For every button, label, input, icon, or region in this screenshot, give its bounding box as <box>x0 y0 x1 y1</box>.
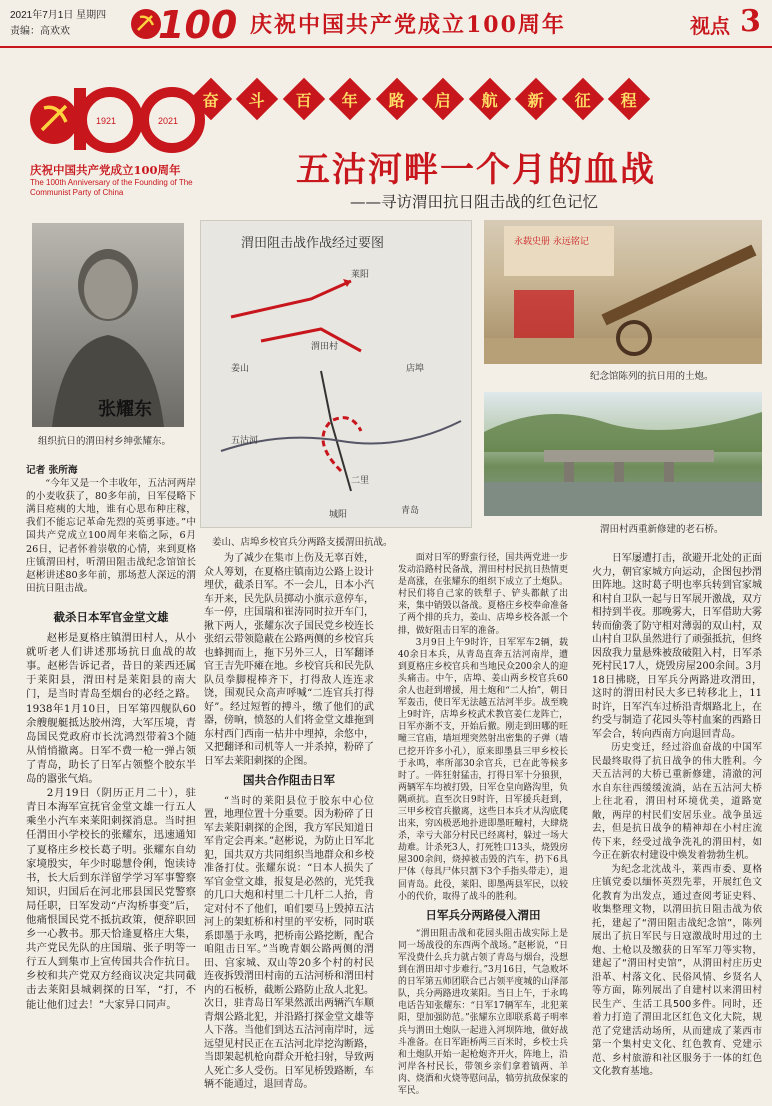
logo-year-right: 2021 <box>158 116 179 126</box>
paragraph: 2月19日（阴历正月二十），驻青日本海军宣抚官金堂文雄一行五人乘坐小汽车来莱阳刺探消息。当时担任渭田小学校长的张耀东，迅速通知了夏格庄乡校长葛子明。张耀东自幼家境殷实，年少时聪慧伶俐，饱读诗书，长大后到东洋留学学习军事警察知识，归国后在河北邢县国民党警察局任职，日军发动“卢沟桥事变”后，他痛恨国民党不抵抗政策，便辞职回乡一心教书。那天恰逢夏格庄大集，共产党民先队的庄国瑞、张子明等一行五人到集市上宣传国共合作抗日。乡校和共产党双方经商议决定共同截击去莱阳县城刺探的日军，“打，不能让他们过去！”大家异口同声。 <box>26 787 196 1011</box>
paragraph: 日军屡遭打击，欲避开北处的正面火力，朝官家城方向运动，企图包抄渭田阵地。这时葛子明也率兵转到官家城和村自卫队一起与日军展开激战，双方相持到半夜。那晚雾大，日军借助大雾转而偷袭了防守相对薄弱的双山村，双山村自卫队虽然进行了顽强抵抗，但终因敌我力量悬殊被敌破阻入村，日军杀死村民17人，烧毁房屋200余间。3月18日拂晓，日军兵分两路进攻渭田，这时的渭田村民大多已转移北上，11时许，日军汽车过桥沿青烟路北上，在约受与制造了花园头等村血案的西路日军会合，转向西南方向退回青岛。 <box>592 553 762 740</box>
banner-char: 启 <box>422 78 464 120</box>
logo-english-title: The 100th Anniversary of the Founding of The Communist Party of China <box>30 178 193 197</box>
section-heading: 国共合作阻击日军 <box>243 775 335 787</box>
logo-number: 100 <box>158 3 238 46</box>
map-label: 莱阳 <box>351 270 370 280</box>
map-label: 二里 <box>351 476 370 486</box>
logo-chinese-title: 庆祝中国共产党成立100周年 <box>30 163 181 177</box>
banner-char: 斗 <box>236 78 278 120</box>
editor-credit: 责编：高欢欢 <box>10 26 70 37</box>
paragraph: 赵彬是夏格庄镇渭田村人，从小就听老人们讲述那场抗日血战的故事。赵彬告诉记者，昔日的莱西还属于莱阳县，渭田村是莱阳县的南大门，是当时青岛至烟台的必经之路。1938年1月10日，日军第四舰队60余艘舰艇抵达胶州湾，大军压境，青岛国民党政府市长沈鸿烈带着3个随从悄悄撤离。日军不费一枪一弹占领了青岛，助长了日军占领整个胶东半岛的嚣张气焰。 <box>26 632 196 786</box>
map-caption: 姜山、店埠乡校官兵分两路支援渭田抗战。 <box>212 537 393 548</box>
page-number: 3 <box>740 4 761 39</box>
portrait-photo <box>32 223 184 427</box>
paragraph: 为了减少在集市上伤及无辜百姓，众人筹划，在夏格庄镇南边公路上设计埋伏，截杀日军。不一会儿，日本小汽车开来，民先队员掷动小旗示意停车，车一停，庄国瑞和崔涛同时拉开车门，揪下两人，张耀东次子国民党乡校连长张绍云带领隐蔽在公路两侧的乡校官兵也蜂拥而上，拖下另外三人，日军翻译官王吉先吓瘫在地。乡校官兵和民先队队员拳脚棍棒齐下，打得敌人连连求饶，围观民众高声呼喊“二连官兵打得好”。经过短暂的搏斗，缴了他们的武器，傍晌，愤怒的人们将金堂文雄拖到东村西门西南一枯井中埋掉，余悠中，又把翻译和司机等人一并杀掉，粉碎了日军去莱阳刺探的企图。 <box>204 553 374 767</box>
masthead <box>0 0 772 48</box>
map-label: 五沽河 <box>231 436 259 446</box>
logo-year-left: 1921 <box>96 116 117 126</box>
banner-char: 航 <box>468 78 510 120</box>
article-section-1 <box>26 604 196 1012</box>
article-column-4 <box>592 552 762 1079</box>
museum-cannon-photo <box>484 220 762 364</box>
slogan-banner <box>196 84 644 116</box>
section-heading: 截杀日本军官金堂文雄 <box>53 612 169 624</box>
banner-char: 征 <box>561 78 603 120</box>
banner-char: 路 <box>376 78 418 120</box>
headline: 五沽河畔一个月的血战 <box>296 150 656 190</box>
paragraph: “当时的莱阳县位于胶东中心位置，地理位置十分重要。因为粉碎了日军去莱阳刺探的企图，我方军民知道日军肯定会再来。”赵彬说，为防止日军北犯，国共双方共同组织当地群众和乡校准备打仗。张耀东说：“日本人损失了军官金堂文雄，报复是必然的，光凭我的几口大炮和村里二十几杆二人抬，肯定对付不了他们，咱们要马上毁掉五沽河上的架虹桥和村里的平安桥，同时联系即墨于永鸣，把桥南公路挖断，配合咱阻击日军。”当晚青姻公路两侧的渭田、宫家城、双山等20多个村的村民连夜拆毁渭田村南的五沽河桥和渭田村内的石板桥，截断公路防止敌人北犯。次日，驻青岛日军果然派出两辆汽车顺青烟公路北犯，并沿路打探金堂文雄等人下落。当他们到达五沽河南岸时，远远望见村民正在五沽河北岸挖沟断路，当即架起机枪向群众开枪扫射，导致两人死亡多人受伤。日军见桥毁路断，车辆不能通过，退回青岛。 <box>204 795 374 1090</box>
section-heading: 日军兵分两路侵入渭田 <box>425 909 541 922</box>
paragraph: “渭田阻击战和花园头阻击战实际上是同一场战役的东西两个战场。”赵彬说，“日军没费什么兵力就占领了青岛与烟台，没想到在渭田却寸步难行。”3月16日，气急败坏的日军第五师团联合已占领平度城的山泽部队，兵分两路进攻莱阳。当日上午，于永鸣电话告知张耀东：“日军17辆军车，北犯莱阳，望加强防范。”张耀东立即联系葛子明率兵与渭田土炮队一起进入河坝阵地，做好战斗准备。在日军距桥两三百米时，乡校士兵和土炮队开始一起枪炮齐开火，阵地上，沿河岸各村民长，带领乡亲们拿着镐两、羊肉、烧酒和火烧等慰问品，犒劳抗敌保家的军民。 <box>398 928 568 1097</box>
map-title: 渭田阻击战作战经过要图 <box>241 236 385 251</box>
portrait-name: 张耀东 <box>98 399 152 420</box>
subheadline: ——寻访渭田抗日阻击战的红色记忆 <box>350 193 599 211</box>
map-label: 渭田村 <box>311 342 339 352</box>
issue-date: 2021年7月1日 星期四 <box>10 10 107 21</box>
centenary-logo-small <box>128 2 240 46</box>
cannon-caption: 纪念馆陈列的抗日用的土炮。 <box>590 371 714 382</box>
paragraph: 历史变迁，经过浴血奋战的中国军民最终取得了抗日战争的伟大胜利。今天五沽河的大桥已重新修建，清澈的河水自东往西缓缓流淌，站在五沽河大桥上往北看，渭田村环境优美，道路宽敞，两岸的村民们安居乐业。战争虽远去，但是抗日战争的精神却在小村庄流传下来，经受过战争洗礼的渭田村，如今正在新农村建设中焕发着勃勃生机。 <box>592 742 762 861</box>
banner-char: 程 <box>608 78 650 120</box>
byline: 记者 张所海 <box>26 465 78 476</box>
map-label: 店埠 <box>406 364 425 374</box>
banner-char: 奋 <box>190 78 232 120</box>
map-label: 城阳 <box>329 510 348 520</box>
map-label: 姜山 <box>231 364 250 374</box>
centenary-logo <box>28 80 208 160</box>
section-name: 视点 <box>690 16 730 38</box>
article-column-2 <box>204 552 374 1092</box>
stone-bridge-photo <box>484 392 762 516</box>
map-label: 青岛 <box>401 506 420 516</box>
bridge-caption: 渭田村西重新修建的老石桥。 <box>600 524 724 535</box>
museum-sign-text: 永载史册 永远铭记 <box>514 237 589 247</box>
article-intro <box>26 464 196 595</box>
portrait-caption: 组织抗日的渭田村乡绅张耀东。 <box>38 436 172 447</box>
battle-map <box>200 220 472 528</box>
paragraph: 3月9日上午9时许，日军军车2辆，载40余日本兵，从青岛直奔五沽河南岸，遭到夏格庄乡校官兵和当地民众200余人的迎头痛击。中午，店埠、姜山两乡校官兵60余人也赶到增援，用土炮和“二人抬”，朝日军轰击，使日军无法越五沽河半步。战至晚上9时许，店埠乡校武术教官姜仁龙阵亡，日军亦渐不支，开始后撤。刚走到田哪的旺疃三官庙，墙垣埋突然射出密集的子弹（墙已挖开许多小孔），原来即墨县三甲乡校长于永鸣，率所部30余官兵，已在此等候多时了。一阵狂射猛击，打得日军十分狼狈，两辆军车均被打毁，日军仓皇向路沟里，负隅顽抗。直至次日9时许，日军援兵赶到，三甲乡校官兵撤离，这些日本兵才从沟底爬出来，穷凶极恶地扑进即墨旺疃村，大肆烧杀，幸亏大部分村民已经离村，躲过一场大劫难。计杀死3人，打死牲口13头，烧毁房屋300余间，烧掉被击毁的汽车，扔下6具尸体（每具尸体只割下3个手指头带走），退回青岛。此役，莱阳、即墨两县军民，以较小的代价，取得了战斗的胜利。 <box>398 637 568 902</box>
masthead-banner-title: 庆祝中国共产党成立100周年 <box>250 12 566 38</box>
banner-char: 新 <box>515 78 557 120</box>
paragraph: 为纪念北沈战斗，莱西市委、夏格庄镇党委以缅怀英烈先辈，开展红色文化教育为出发点，通过查阅考证史料、收集整理文物，以渭田抗日阻击战为依托，建起了“渭田阻击战纪念馆”，陈列展出了抗日军民与日寇激战时用过的土炮、土枪以及缴获的日军军刀等实物，建起了“渭田村史馆”，从渭田村庄历史沿革、村落文化、民俗风情、乡贤名人等方面，陈列展出了自建村以来渭田村民生产、生活工具500多件。同时，还着力打造了渭田北区红色文化大院，规范了党建活动场所，从而建成了莱西市第一个集村史文化、红色教育、党建示范、乡村旅游和社区服务于一体的红色文化教育基地。 <box>592 863 762 1077</box>
paragraph: 面对日军的野蛮行径，国共两党进一步发动沿路村民备战，渭田村村民抗日热情更是高涨，在张耀东的组织下成立了土炮队。村民们将自己家的铁犁子、铲头都献了出来，集中销毁以备战。夏格庄乡校奉命准备了两个排的兵力，姜山、店埠乡校各派一个排，做好阻击日军的准备。 <box>398 553 568 636</box>
banner-char: 年 <box>329 78 371 120</box>
banner-char: 百 <box>283 78 325 120</box>
intro-paragraph: “今年又是一个丰收年，五沽河两岸的小麦收获了，80多年前，日军侵略下满目疮痍的大地，谁有心思布种庄稼，我们不能忘记革命先烈的英勇事迹。”中国共产党成立100周年来临之际，6月26日，记者怀着崇敬的心情，来到夏格庄镇渭田村，听渭田阻击战纪念馆馆长赵彬讲述80多年前，那场惹人深远的渭田抗日阻击战。 <box>26 478 196 594</box>
article-column-3 <box>398 552 568 1097</box>
